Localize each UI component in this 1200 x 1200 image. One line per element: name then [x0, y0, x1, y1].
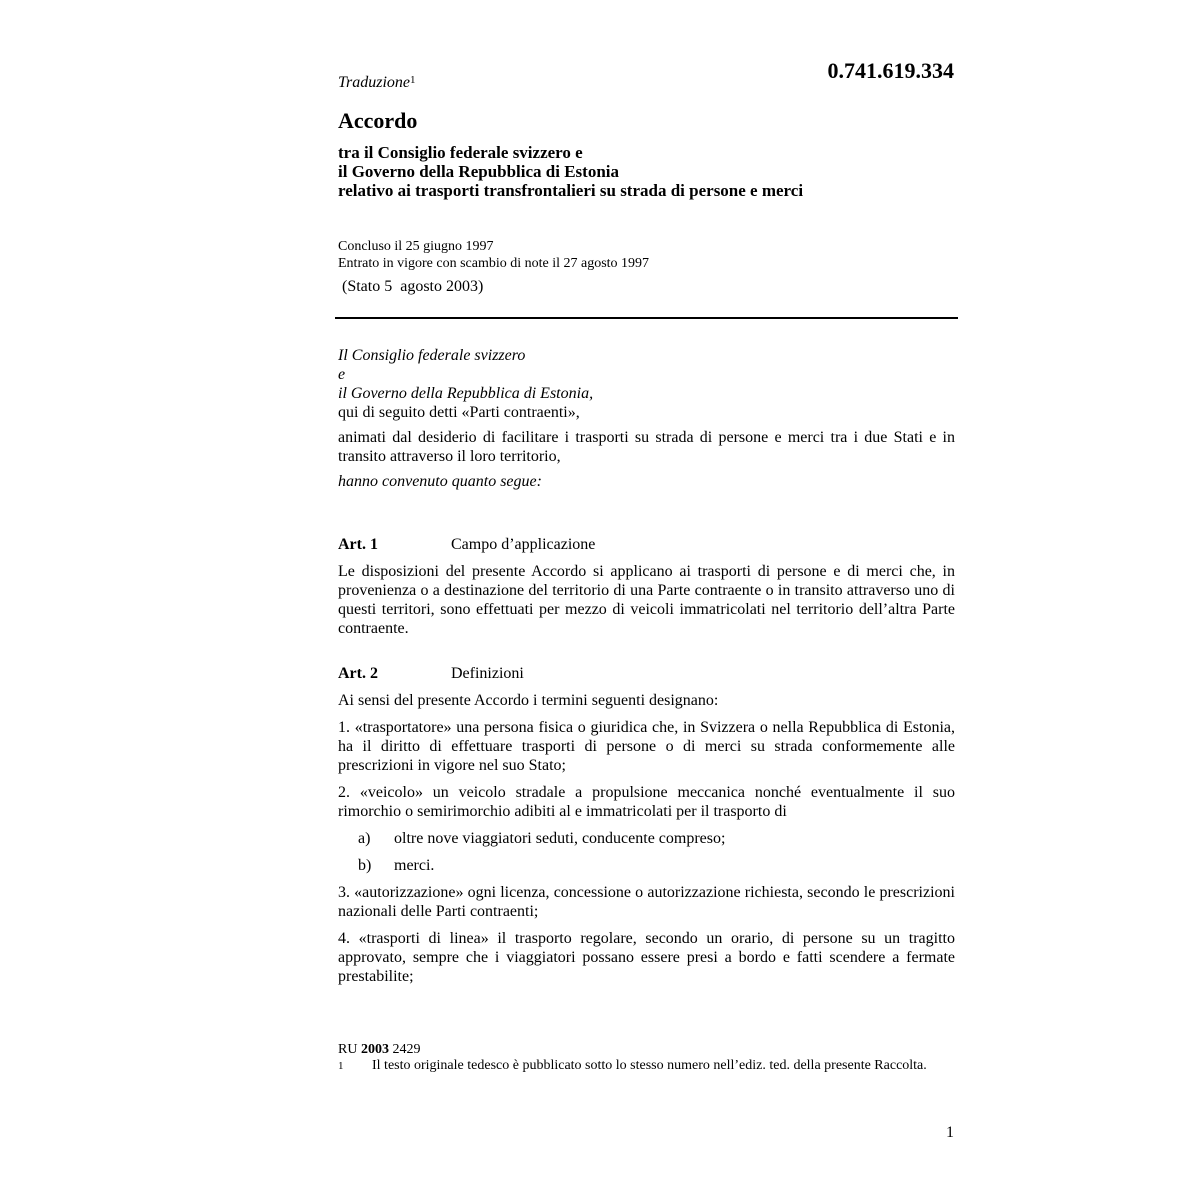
page-number: 1 [946, 1124, 954, 1141]
sr-number: 0.741.619.334 [827, 58, 954, 83]
preamble-convenuto: hanno convenuto quanto segue: [338, 473, 542, 490]
treaty-dates [338, 238, 955, 272]
list-item-text: merci. [394, 857, 435, 874]
list-item-label: b) [358, 857, 372, 874]
article-number: Art. 2 [338, 665, 378, 682]
article-2-intro: Ai sensi del presente Accordo i termini seguenti designano: [338, 692, 719, 709]
footnote-number: 1 [338, 1060, 344, 1072]
document-title: Accordo [338, 108, 418, 133]
traduzione-text: Traduzione [338, 74, 411, 91]
subtitle-line: il Governo della Repubblica di Estonia [338, 162, 620, 181]
entry-into-force-date: Entrato in vigore con scambio di note il 27 agosto 1997 [338, 256, 650, 271]
ru-page: 2429 [388, 1042, 421, 1057]
definition-4: 4. «trasporti di linea» il trasporto regolare, secondo un orario, di persone su un tragitto approvato, sempre che i viaggiatori possano essere presi a bordo e fatti scendere a fermate prestabilite; [338, 930, 955, 985]
list-item-label: a) [358, 830, 371, 847]
document-subtitle [338, 143, 955, 200]
definition-3: 3. «autorizzazione» ogni licenza, concessione o autorizzazione richiesta, secondo le prescrizioni nazionali delle Parti contraenti; [338, 884, 955, 920]
list-item-text: oltre nove viaggiatori seduti, conducente compreso; [394, 830, 726, 847]
footnote-reference: 1 [410, 74, 416, 86]
ru-reference [338, 1042, 955, 1058]
concluded-date: Concluso il 25 giugno 1997 [338, 239, 494, 254]
article-2-heading [338, 664, 955, 683]
preamble-animati: animati dal desiderio di facilitare i trasporti su strada di persone e merci tra i due Stati e in transito attraverso il loro territorio, [338, 429, 955, 465]
ru-year: 2003 [360, 1042, 389, 1057]
article-1-text: Le disposizioni del presente Accordo si applicano ai trasporti di persone e di merci che, in provenienza o a destinazione del territorio di una Parte contraente o in transito attraverso uno di questi territori, sono effettuati per mezzo di veicoli immatricolati nel territorio dell’altra Parte contraente. [338, 563, 955, 637]
list-item [338, 829, 955, 848]
article-1-heading [338, 535, 955, 554]
document-body [338, 346, 955, 986]
header-divider [335, 317, 958, 319]
traduzione-label [338, 74, 955, 92]
page-footer [338, 1042, 955, 1074]
footnote [338, 1058, 955, 1074]
preamble-party-1: Il Consiglio federale svizzero [338, 347, 526, 364]
article-title: Campo d’applicazione [451, 536, 596, 553]
definition-2: 2. «veicolo» un veicolo stradale a propulsione meccanica nonché eventualmente il suo rimorchio o semirimorchio adibiti al e immatricolati per il trasporto di [338, 784, 955, 820]
preamble-conjunction: e [338, 366, 346, 383]
definition-1: 1. «trasportatore» una persona fisica o giuridica che, in Svizzera o nella Repubblica di Estonia, ha il diritto di effettuare trasporti di persone o di merci su strada conformemente alle prescrizioni in vigore nel suo Stato; [338, 719, 955, 774]
subtitle-line: relativo ai trasporti transfrontalieri su strada di persone e merci [338, 181, 804, 200]
preamble-party-2: il Governo della Repubblica di Estonia, [338, 385, 594, 402]
footnote-text: Il testo originale tedesco è pubblicato sotto lo stesso numero nell’ediz. ted. della presente Raccolta. [372, 1058, 927, 1073]
preamble-detti: qui di seguito detti «Parti contraenti», [338, 404, 580, 421]
list-item [338, 856, 955, 875]
article-title: Definizioni [451, 665, 524, 682]
ru-prefix: RU [338, 1042, 361, 1057]
status-date: (Stato 5 agosto 2003) [338, 278, 484, 295]
subtitle-line: tra il Consiglio federale svizzero e [338, 143, 583, 162]
article-number: Art. 1 [338, 536, 378, 553]
